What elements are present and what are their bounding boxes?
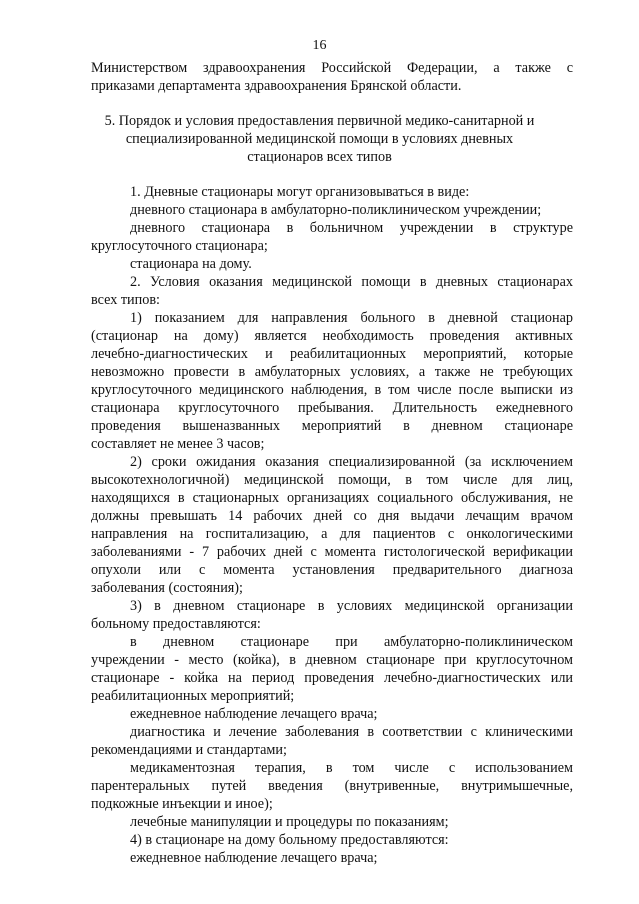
paragraph-line: дневного стационара в больничном учреждении в структуре	[130, 220, 573, 236]
paragraph-line: должны превышать 14 рабочих дней со дня выдачи лечащим врачом	[91, 508, 573, 524]
paragraph-line: 1) показанием для направления больного в дневной стационар	[130, 310, 573, 326]
paragraph-line: учреждении - место (койка), в дневном стационаре при круглосуточном	[91, 652, 573, 668]
page-number: 16	[312, 38, 327, 53]
paragraph-line: 4) в стационаре на дому больному предоставляются:	[130, 832, 449, 848]
paragraph-line: рекомендациями и стандартами;	[91, 742, 287, 758]
paragraph-line: 2. Условия оказания медицинской помощи в дневных стационарах	[130, 274, 573, 290]
paragraph-line: всех типов:	[91, 292, 160, 308]
paragraph-line: 3) в дневном стационаре в условиях медицинской организации	[130, 598, 573, 614]
intro-line: Министерством здравоохранения Российской Федерации, а также с	[91, 60, 573, 76]
paragraph-line: реабилитационных мероприятий;	[91, 688, 295, 704]
paragraph-line: проведения вышеназванных мероприятий в дневном стационаре	[91, 418, 573, 434]
paragraph-line: диагностика и лечение заболевания в соответствии с клиническими	[130, 724, 573, 740]
paragraph-line: составляет не менее 3 часов;	[91, 436, 265, 452]
paragraph-line: стационаре - койка на период проведения лечебно-диагностических или	[91, 670, 573, 686]
paragraph-line: заболеваниями - 7 рабочих дней с момента гистологической верификации	[91, 544, 573, 560]
paragraph-line: больному предоставляются:	[91, 616, 261, 632]
paragraph-line: лечебно-диагностических и реабилитационных мероприятий, которые	[91, 346, 573, 362]
paragraph-line: ежедневное наблюдение лечащего врача;	[130, 706, 378, 722]
paragraph-line: лечебные манипуляции и процедуры по показаниям;	[130, 814, 449, 830]
paragraph-line: (стационар на дому) является необходимость проведения активных	[91, 328, 573, 344]
paragraph-line: 1. Дневные стационары могут организовываться в виде:	[130, 184, 470, 200]
paragraph-line: парентеральных путей введения (внутривенные, внутримышечные,	[91, 778, 573, 794]
paragraph-line: невозможно провести в амбулаторных условиях, а также не требующих	[91, 364, 573, 380]
paragraph-line: медикаментозная терапия, в том числе с использованием	[130, 760, 573, 776]
section-heading-line: стационаров всех типов	[247, 149, 392, 165]
paragraph-line: заболевания (состояния);	[91, 580, 243, 596]
section-heading-line: специализированной медицинской помощи в условиях дневных	[125, 131, 514, 147]
intro-line: приказами департамента здравоохранения Брянской области.	[91, 78, 462, 94]
paragraph-line: стационара круглосуточного пребывания. Длительность ежедневного	[91, 400, 573, 416]
paragraph-line: направления на госпитализацию, а для пациентов с онкологическими	[91, 526, 573, 542]
paragraph-line: высокотехнологичной) медицинской помощи, в том числе для лиц,	[91, 472, 573, 488]
paragraph-line: 2) сроки ожидания оказания специализированной (за исключением	[130, 454, 573, 470]
paragraph-line: опухоли или с момента установления предварительного диагноза	[91, 562, 573, 578]
paragraph-line: ежедневное наблюдение лечащего врача;	[130, 850, 378, 866]
paragraph-line: находящихся в стационарных организациях социального обслуживания, не	[91, 490, 573, 506]
section-heading-line: 5. Порядок и условия предоставления первичной медико-санитарной и	[104, 113, 535, 129]
paragraph-line: круглосуточного стационара;	[91, 238, 268, 254]
paragraph-line: дневного стационара в амбулаторно-поликлиническом учреждении;	[130, 202, 542, 218]
paragraph-line: подкожные инъекции и иное);	[91, 796, 273, 812]
paragraph-line: круглосуточного медицинского наблюдения, в том числе после выписки из	[91, 382, 573, 398]
paragraph-line: стационара на дому.	[130, 256, 252, 272]
paragraph-line: в дневном стационаре при амбулаторно-поликлиническом	[130, 634, 573, 650]
